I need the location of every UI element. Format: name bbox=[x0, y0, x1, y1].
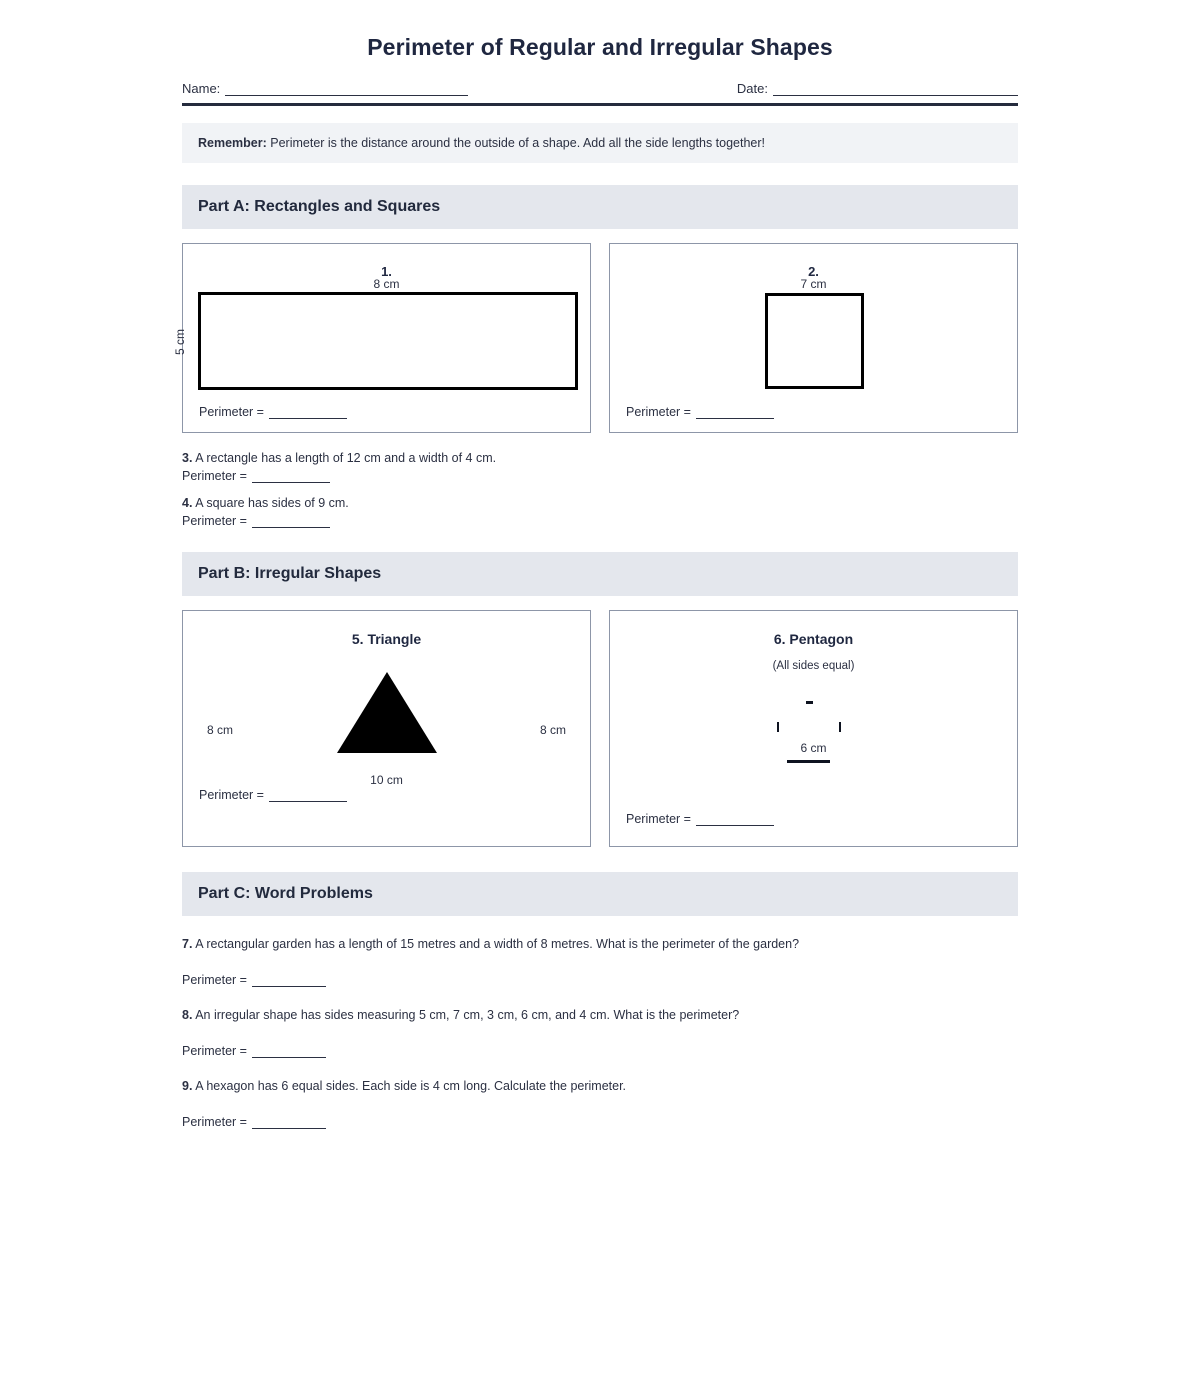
q6-pentagon-right-mark bbox=[839, 722, 841, 732]
q6-pentagon-base-mark bbox=[787, 760, 830, 763]
question-6-card bbox=[609, 610, 1018, 847]
q2-perimeter-answer bbox=[626, 405, 774, 419]
q5-left-label: 8 cm bbox=[207, 723, 234, 737]
remember-text: Perimeter is the distance around the outside of a shape. Add all the side lengths together! bbox=[266, 136, 766, 150]
q6-perimeter-answer bbox=[626, 812, 774, 826]
section-header-part-a: Part A: Rectangles and Squares bbox=[182, 185, 1018, 229]
q3-text: A rectangle has a length of 12 cm and a width of 4 cm. bbox=[192, 451, 497, 465]
q1-number: 1. bbox=[381, 264, 392, 279]
question-8 bbox=[182, 1006, 1018, 1024]
q3-number: 3. bbox=[182, 451, 193, 465]
section-header-part-b: Part B: Irregular Shapes bbox=[182, 552, 1018, 596]
q9-number: 9. bbox=[182, 1079, 193, 1094]
q5-perimeter-answer bbox=[199, 788, 347, 802]
q6-perimeter-label: Perimeter = bbox=[626, 812, 691, 826]
q8-perimeter-answer bbox=[182, 1044, 1018, 1058]
q4-text: A square has sides of 9 cm. bbox=[192, 496, 349, 510]
part-a-card-row bbox=[173, 243, 1018, 433]
remember-callout bbox=[182, 123, 1018, 163]
q1-side-label: 5 cm bbox=[173, 329, 187, 356]
q2-perimeter-label: Perimeter = bbox=[626, 405, 691, 419]
date-field-group bbox=[737, 81, 1018, 96]
q7-number: 7. bbox=[182, 937, 193, 951]
q6-side-label: 6 cm bbox=[800, 741, 827, 755]
q6-answer-blank[interactable] bbox=[696, 813, 774, 826]
q2-number: 2. bbox=[808, 264, 819, 279]
q5-title: 5. Triangle bbox=[351, 631, 422, 647]
question-5-card bbox=[182, 610, 591, 847]
q8-answer-blank[interactable] bbox=[252, 1045, 326, 1058]
q5-right-label: 8 cm bbox=[539, 723, 566, 737]
name-date-row bbox=[182, 81, 1018, 96]
q6-pentagon-apex-mark bbox=[806, 701, 813, 704]
q1-rectangle-shape bbox=[198, 292, 578, 390]
header-divider bbox=[182, 103, 1018, 106]
worksheet-page bbox=[173, 0, 1018, 1130]
q7-answer-blank[interactable] bbox=[252, 974, 326, 987]
q9-answer-blank[interactable] bbox=[252, 1116, 326, 1129]
question-9 bbox=[182, 1077, 1018, 1095]
part-b-card-row bbox=[182, 610, 1018, 847]
q3-perimeter-label: Perimeter = bbox=[182, 469, 247, 483]
page-title: Perimeter of Regular and Irregular Shapes bbox=[367, 34, 833, 60]
q9-perimeter-label: Perimeter = bbox=[182, 1115, 247, 1130]
q7-perimeter-label: Perimeter = bbox=[182, 973, 247, 988]
q2-square-shape bbox=[765, 293, 864, 389]
q4-number: 4. bbox=[182, 496, 193, 510]
q5-bottom-label: 10 cm bbox=[370, 773, 403, 787]
q8-text: An irregular shape has sides measuring 5 cm, 7 cm, 3 cm, 6 cm, and 4 cm. What is the perimeter? bbox=[192, 1008, 740, 1023]
question-7 bbox=[182, 935, 1018, 953]
date-label: Date: bbox=[736, 81, 768, 96]
q4-answer-blank[interactable] bbox=[252, 515, 330, 528]
q8-number: 8. bbox=[182, 1008, 193, 1023]
q6-pentagon-left-mark bbox=[777, 722, 779, 732]
section-header-part-c: Part C: Word Problems bbox=[182, 872, 1018, 916]
question-2-card bbox=[609, 243, 1018, 433]
q5-triangle-shape bbox=[337, 672, 437, 753]
name-field-group bbox=[182, 81, 468, 96]
q1-perimeter-label: Perimeter = bbox=[199, 405, 264, 419]
q4-perimeter-answer bbox=[182, 514, 1018, 528]
q2-answer-blank[interactable] bbox=[696, 406, 774, 419]
q9-perimeter-answer bbox=[182, 1115, 1018, 1129]
q3-perimeter-answer bbox=[182, 469, 1018, 483]
q5-answer-blank[interactable] bbox=[269, 789, 347, 802]
name-input-blank[interactable] bbox=[225, 82, 468, 96]
name-label: Name: bbox=[182, 81, 221, 96]
question-1-card bbox=[173, 243, 591, 433]
q1-top-label: 8 cm bbox=[373, 277, 400, 291]
q5-perimeter-label: Perimeter = bbox=[199, 788, 264, 802]
remember-prefix: Remember: bbox=[198, 136, 267, 150]
q6-subtitle: (All sides equal) bbox=[772, 660, 855, 672]
q1-answer-blank[interactable] bbox=[269, 406, 347, 419]
date-input-blank[interactable] bbox=[773, 82, 1018, 96]
q6-title: 6. Pentagon bbox=[773, 631, 854, 647]
q9-text: A hexagon has 6 equal sides. Each side is 4 cm long. Calculate the perimeter. bbox=[192, 1079, 627, 1094]
q4-perimeter-label: Perimeter = bbox=[182, 514, 247, 528]
q8-perimeter-label: Perimeter = bbox=[182, 1044, 247, 1059]
question-3 bbox=[182, 449, 1018, 468]
q7-text: A rectangular garden has a length of 15 metres and a width of 8 metres. What is the perimeter of the garden? bbox=[192, 937, 800, 951]
q2-top-label: 7 cm bbox=[800, 277, 827, 291]
q1-perimeter-answer bbox=[199, 405, 347, 419]
q3-answer-blank[interactable] bbox=[252, 470, 330, 483]
question-4 bbox=[182, 494, 1018, 513]
q7-perimeter-answer bbox=[182, 973, 1018, 987]
